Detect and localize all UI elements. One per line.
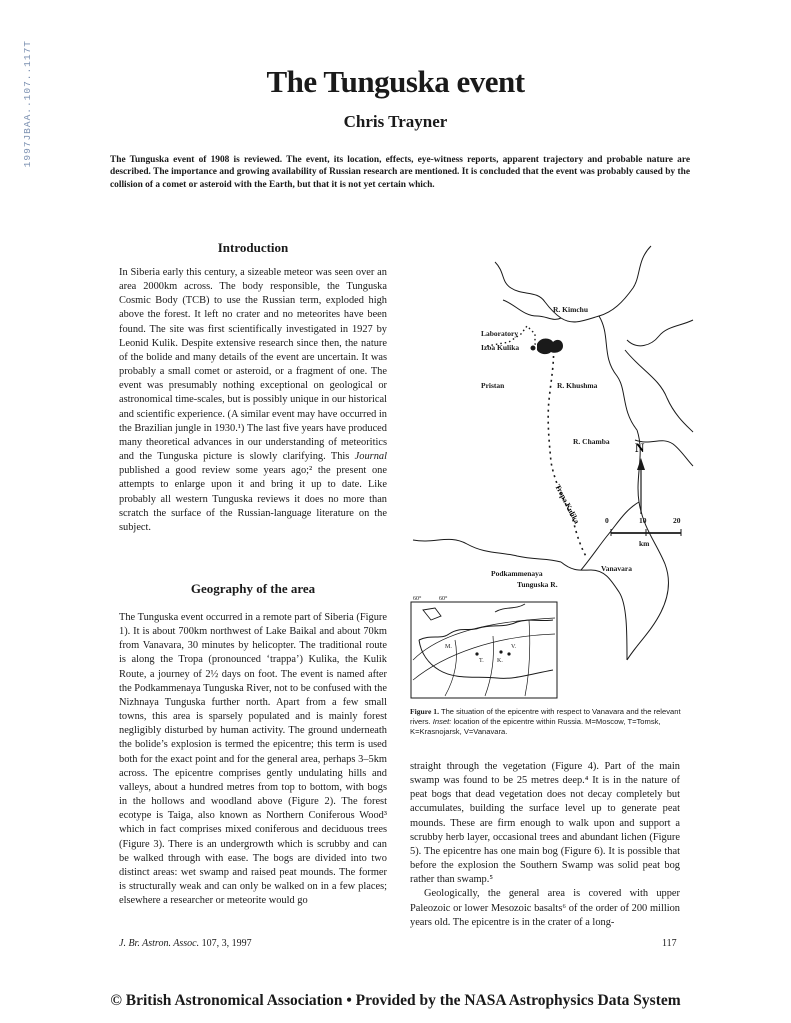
inset-map	[413, 604, 555, 696]
right-paragraph-1: straight through the vegetation (Figure 4). Part of the main swamp was found to be 25 metres deep.⁴ It is in the nature of peat bogs that dead vegetation does not decay completely but accumulates, building the surface level up to generate peat mounds. These are firm enough to walk upon and support a scrubby herb layer, occasional trees and abundant lichen (Figure 5). The epicentre has one main bog (Figure 6). It is possible that before the explosion the Southern Swamp was solid peat bog rather than swamp.⁵	[410, 761, 680, 886]
tropa-kulika-route	[548, 344, 587, 558]
journal-footer	[119, 938, 252, 949]
label-scale-0: 0	[605, 516, 609, 525]
right-paragraph-2: Geologically, the general area is covered with upper Paleozoic or lower Mesozoic basalts⁶ of the order of 200 million years old. The epicentre is in the crater of a long-	[410, 888, 680, 928]
inset-label-v: V.	[511, 644, 517, 650]
north-arrow-icon	[637, 458, 645, 470]
river-podkam-west	[413, 539, 561, 562]
journal-name: J. Br. Astron. Assoc.	[119, 938, 200, 949]
abstract: The Tunguska event of 1908 is reviewed. The event, its location, effects, eye-witness reports, apparent trajectory and probable nature are described. The importance and growing availability of Russian research are mentioned. It is concluded that the event was probably caused by the collision of a comet or asteroid with the Earth, but that it is not yet certain which.	[110, 155, 690, 190]
river-kimchu-upper	[495, 262, 561, 318]
label-laboratory: Laboratory	[481, 329, 519, 338]
geography-section	[119, 611, 387, 908]
label-r-chamba: R. Chamba	[573, 437, 610, 446]
river-khushma	[599, 316, 637, 430]
copyright-footer: © British Astronomical Association • Provided by the NASA Astrophysics Data System	[110, 992, 681, 1009]
label-scale-20: 20	[673, 516, 681, 525]
intro-text-b: published a good review some years ago;² the present one attempts to enlarge upon it and bring it up to date. Like probably all western Tunguska reviews it does no more than scratch the surface of the Russian-language literature on the subject.	[119, 465, 387, 533]
page-title: The Tunguska event	[266, 64, 525, 99]
caption-label: Figure 1.	[410, 707, 439, 716]
label-scale-km: km	[639, 539, 650, 548]
epicentre-marker	[537, 339, 563, 355]
label-pristan: Pristan	[481, 381, 505, 390]
intro-section	[119, 266, 387, 535]
inset-label-k: K.	[497, 658, 503, 664]
label-r-khushma: R. Khushma	[557, 381, 598, 390]
river-trib-2	[625, 350, 693, 432]
page-number: 117	[662, 938, 677, 949]
intro-paragraph	[119, 266, 387, 535]
inset-label-t: T.	[479, 658, 484, 664]
caption-text-a: The situation of the epicentre with respect to Vanavara and the relevant rivers.	[410, 707, 681, 727]
caption-text-b: location of the epicentre within Russia. M=Moscow, T=Tomsk, K=Krasnojarsk, V=Vanavara.	[410, 717, 661, 737]
intro-text-a: In Siberia early this century, a sizeable meteor was seen over an area 2000km across. The body responsible, the Tunguska Cosmic Body (TCB) to use the Russian term, exploded high above the forest. It left no crater and no meteorites have been found. The site was first scientifically investigated in 1927 by Leonid Kulik. Despite extensive research since then, the nature of the bolide and many details of the event are uncertain. It was probably a small comet or asteroid, or a fragment of one. The event was presumably nothing exceptional on geological or astronomical time-scales, but is possibly unique in our historical and scientific experience. (A similar event may have occurred in the Brazilian jungle in 1930.¹) The last five years have produced many theoretical advances in our understanding of meteoritics and the Tunguska picture is slowly clarifying. This	[119, 267, 387, 463]
figure-1-map	[405, 240, 695, 702]
label-vanavara: Vanavara	[601, 564, 632, 573]
caption-inset-word: Inset:	[432, 717, 452, 727]
geography-heading: Geography of the area	[190, 581, 316, 596]
label-tropa-kulika: Tropa Kulika	[553, 482, 582, 526]
river-trib-1	[627, 320, 693, 346]
author-name: Chris Trayner	[343, 112, 448, 131]
intro-heading: Introduction	[217, 240, 289, 255]
label-izba: Izba Kulika	[481, 343, 520, 352]
bibcode-sidebar: 1997JBAA..107..117T	[22, 40, 33, 168]
inset-frame	[411, 602, 557, 698]
label-scale-10: 10	[639, 516, 647, 525]
izba-marker	[531, 346, 536, 351]
label-tunguska-r: Tunguska R.	[517, 580, 558, 589]
geography-paragraph: The Tunguska event occurred in a remote part of Siberia (Figure 1). It is about 700km northwest of Lake Baikal and about 70km from Vanavara, 30 minutes by helicopter. The traditional route is along the Tropa (pronounced ‘trappa’) Kulika, the Kulik Route, a journey of 2½ days on foot. The event is named after the Podkammenaya Tunguska River, not to be confused with the Nizhnaya Tunguska further north. Apart from a few small towns, this area is sparsely populated and is mainly forest negligibly disturbed by human activity. The ground underneath the bolide’s explosion is termed the epicentre; this term is used both for the exact point and for the general area, perhaps 3–5km across. The epicentre comprises gently undulating hills and valleys, about a hundred metres from top to bottom, with bogs in the hollows and woodland above (Figure 2). The forest ecotype is Taiga, also known as Northern Coniferous Wood³ which in fact comprises mixed coniferous and deciduous trees (Figure 3). There is an undergrowth which is scrubby and can be walked through with ease. The bogs are divided into two distinct areas: wet swamp and raised peat mounds. The former is structurally weak and can only be walked on in a few places; elsewhere a researcher or meteorite would go	[119, 612, 387, 907]
inset-label-lon: 60°	[439, 596, 448, 602]
label-north: N	[635, 440, 645, 455]
journal-word: Journal	[354, 451, 387, 463]
river-vanavara-branch	[581, 502, 639, 570]
figure-caption	[410, 707, 684, 738]
inset-label-lat: 60°	[413, 596, 422, 602]
label-r-kimchu: R. Kimchu	[553, 305, 589, 314]
journal-volume: 107, 3, 1997	[199, 938, 252, 949]
label-podkam: Podkammenaya	[491, 569, 543, 578]
inset-label-m: M.	[445, 644, 452, 650]
right-column-text	[410, 760, 680, 930]
river-podkam-east	[561, 562, 627, 660]
